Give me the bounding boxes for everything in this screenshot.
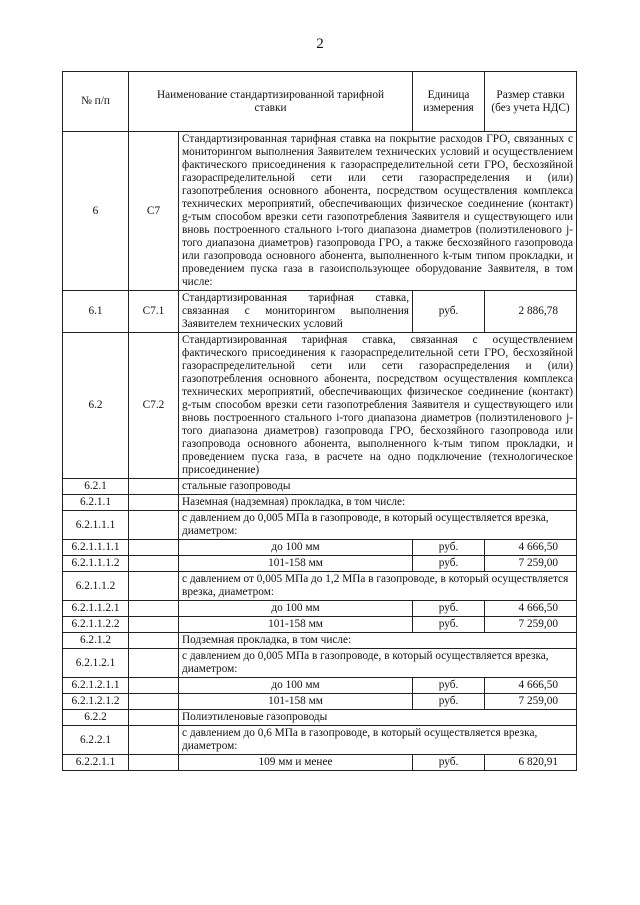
row-num: 6.2.1.2.1.2	[63, 694, 129, 710]
row-code-empty	[129, 540, 179, 556]
header-unit: Единица измерения	[413, 72, 485, 132]
row-code-empty	[129, 710, 179, 726]
table-row	[63, 291, 577, 333]
row-code: C7.2	[129, 333, 179, 479]
row-text: с давлением до 0,005 МПа в газопроводе, в который осуществляется врезка, диаметром:	[179, 511, 577, 540]
row-num: 6	[63, 132, 129, 291]
row-num: 6.2.1.1	[63, 495, 129, 511]
table-row	[63, 694, 577, 710]
page-number: 2	[316, 36, 324, 52]
table-row	[63, 556, 577, 572]
row-rate: 7 259,00	[485, 694, 577, 710]
row-num: 6.2.2	[63, 710, 129, 726]
header-name: Наименование стандартизированной тарифной ставки	[129, 72, 413, 132]
row-code-empty	[129, 726, 179, 755]
table-row	[63, 601, 577, 617]
row-num: 6.2.1.2.1.1	[63, 678, 129, 694]
tariff-table	[62, 71, 577, 771]
row-unit: руб.	[413, 601, 485, 617]
row-text: Подземная прокладка, в том числе:	[179, 633, 577, 649]
row-unit: руб.	[413, 694, 485, 710]
row-num: 6.2.1	[63, 479, 129, 495]
row-diameter: 101-158 мм	[179, 617, 413, 633]
row-num: 6.2.1.1.1.1	[63, 540, 129, 556]
row-num: 6.2.2.1	[63, 726, 129, 755]
row-diameter: 101-158 мм	[179, 694, 413, 710]
row-code-empty	[129, 572, 179, 601]
table-row	[63, 633, 577, 649]
row-code-empty	[129, 479, 179, 495]
row-num: 6.2.1.1.1.2	[63, 556, 129, 572]
row-code-empty	[129, 511, 179, 540]
table-row	[63, 726, 577, 755]
row-text: стальные газопроводы	[179, 479, 577, 495]
row-text: с давлением до 0,005 МПа в газопроводе, в который осуществляется врезка, диаметром:	[179, 649, 577, 678]
row-diameter: 101-158 мм	[179, 556, 413, 572]
row-text: Полиэтиленовые газопроводы	[179, 710, 577, 726]
row-code-empty	[129, 678, 179, 694]
row-code-empty	[129, 694, 179, 710]
header-num: № п/п	[63, 72, 129, 132]
row-num: 6.2.1.2	[63, 633, 129, 649]
table-header-row	[63, 72, 577, 132]
table-row	[63, 678, 577, 694]
row-rate: 7 259,00	[485, 556, 577, 572]
table-row	[63, 755, 577, 771]
row-text: Наземная (надземная) прокладка, в том числе:	[179, 495, 577, 511]
row-diameter: до 100 мм	[179, 540, 413, 556]
table-row	[63, 540, 577, 556]
row-num: 6.2.1.2.1	[63, 649, 129, 678]
header-rate: Размер ставки (без учета НДС)	[485, 72, 577, 132]
table-row	[63, 710, 577, 726]
table-row	[63, 479, 577, 495]
row-code-empty	[129, 617, 179, 633]
table-row	[63, 572, 577, 601]
table-row	[63, 495, 577, 511]
row-text: с давлением от 0,005 МПа до 1,2 МПа в газопроводе, в который осуществляется врезка, диаметром:	[179, 572, 577, 601]
row-rate: 4 666,50	[485, 678, 577, 694]
row-diameter: до 100 мм	[179, 601, 413, 617]
row-code-empty	[129, 755, 179, 771]
row-code-empty	[129, 649, 179, 678]
row-text: Стандартизированная тарифная ставка, связанная с мониторингом выполнения Заявителем технических условий	[179, 291, 413, 333]
table-row	[63, 649, 577, 678]
row-code: C7	[129, 132, 179, 291]
table-row	[63, 511, 577, 540]
row-rate: 7 259,00	[485, 617, 577, 633]
row-unit: руб.	[413, 617, 485, 633]
table-row	[63, 333, 577, 479]
row-unit: руб.	[413, 540, 485, 556]
row-num: 6.2.1.1.2.2	[63, 617, 129, 633]
table-row	[63, 617, 577, 633]
row-code: C7.1	[129, 291, 179, 333]
row-unit: руб.	[413, 291, 485, 333]
row-rate: 6 820,91	[485, 755, 577, 771]
row-text: Стандартизированная тарифная ставка на покрытие расходов ГРО, связанных с мониторингом выполнения Заявителем технических условий и осуществлением фактического присоединения к газораспределительной сети ГРО, бесхозяйной газораспределительной сети или сети газораспределения и (или) газопотребления основного абонента, посредством осуществления комплекса технических мероприятий, обеспечивающих физическое соединение (контакт) g-тым способом врезки сети газопотребления Заявителя и существующего или вновь построенного стального i-того диапазона диаметров (полиэтиленового j-того диапазона диаметров) газопровода ГРО, а также бесхозяйного газопровода или газопровода основного абонента, выполненного k-тым типом прокладки, и проведением пуска газа в газоиспользующее оборудование Заявителя, в том числе:	[179, 132, 577, 291]
row-num: 6.2.1.1.2.1	[63, 601, 129, 617]
row-num: 6.1	[63, 291, 129, 333]
row-num: 6.2.2.1.1	[63, 755, 129, 771]
row-code-empty	[129, 633, 179, 649]
row-rate: 2 886,78	[485, 291, 577, 333]
row-code-empty	[129, 495, 179, 511]
row-rate: 4 666,50	[485, 540, 577, 556]
row-diameter: до 100 мм	[179, 678, 413, 694]
row-unit: руб.	[413, 755, 485, 771]
table-row	[63, 132, 577, 291]
row-code-empty	[129, 556, 179, 572]
row-code-empty	[129, 601, 179, 617]
row-rate: 4 666,50	[485, 601, 577, 617]
row-num: 6.2.1.1.2	[63, 572, 129, 601]
row-text: Стандартизированная тарифная ставка, связанная с осуществлением фактического присоединения к газораспределительной сети ГРО, бесхозяйной газораспределительной сети или сети газораспределения и (или) газопотребления основного абонента, посредством осуществления комплекса технических мероприятий, обеспечивающих физическое соединение (контакт) g-тым способом врезки сети газопотребления Заявителя и существующего или вновь построенного стального i-того диапазона диаметров (полиэтиленового j-того диапазона диаметров) газопровода ГРО, бесхозяйного газопровода или газопровода основного абонента, выполненного k-тым типом прокладки, и проведением пуска газа, в расчете на одно подключение (технологическое присоединение)	[179, 333, 577, 479]
row-num: 6.2.1.1.1	[63, 511, 129, 540]
row-text: с давлением до 0,6 МПа в газопроводе, в который осуществляется врезка, диаметром:	[179, 726, 577, 755]
row-diameter: 109 мм и менее	[179, 755, 413, 771]
row-num: 6.2	[63, 333, 129, 479]
row-unit: руб.	[413, 678, 485, 694]
row-unit: руб.	[413, 556, 485, 572]
